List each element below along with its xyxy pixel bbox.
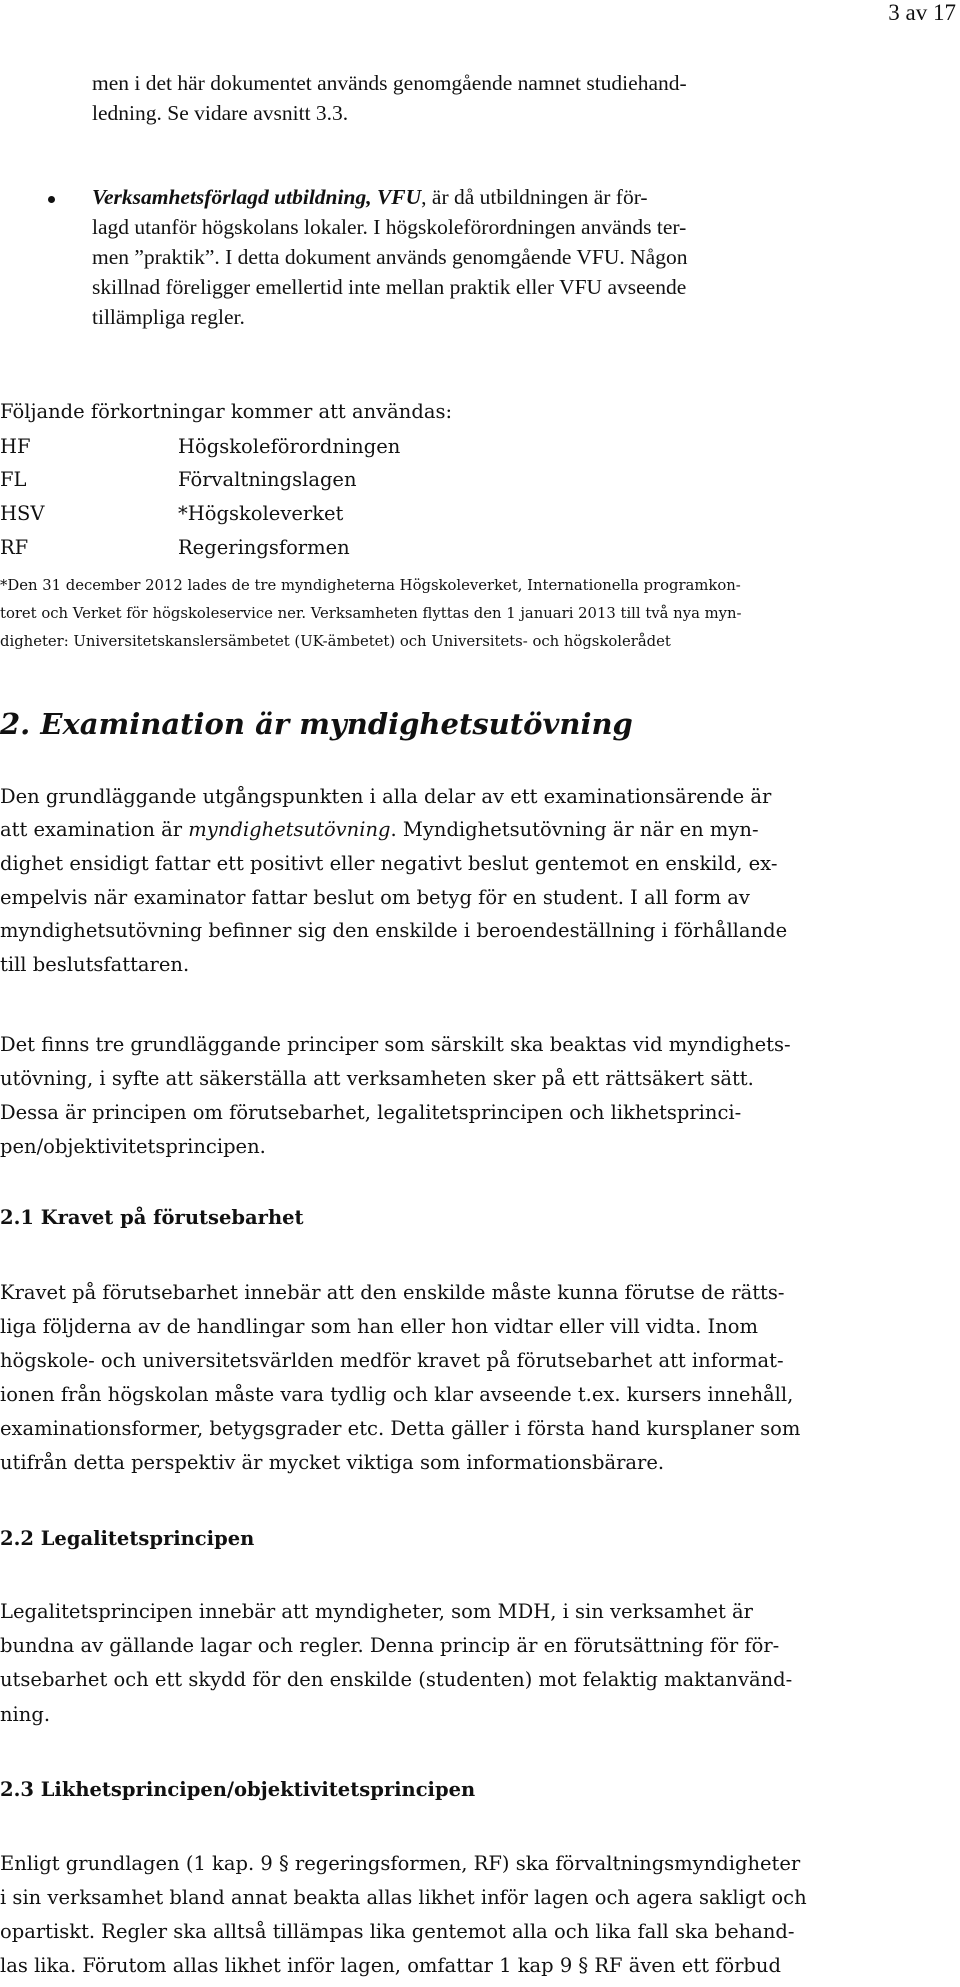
section-2-3-line: i sin verksamhet bland annat beakta allas likhet inför lagen och agera sakligt och [0, 1886, 807, 1909]
bullet-vfu-line: lagd utanför högskolans lokaler. I högskoleförordningen används ter- [92, 215, 687, 239]
page-number: 3 av 17 [888, 0, 956, 25]
bullet-vfu-line [92, 185, 648, 210]
section-2-1-line: examinationsformer, betygsgrader etc. Detta gäller i första hand kursplaner som [0, 1417, 801, 1440]
footnote-line: *Den 31 december 2012 lades de tre myndigheterna Högskoleverket, Internationella programkon- [0, 577, 741, 594]
section-2-paragraph-line: Den grundläggande utgångspunkten i alla delar av ett examinationsärende är [0, 785, 772, 808]
section-2-principles-line: pen/objektivitetsprincipen. [0, 1135, 266, 1158]
section-2-paragraph-line: dighet ensidigt fattar ett positivt eller negativt beslut gentemot en enskild, ex- [0, 852, 778, 875]
vfu-term: Verksamhetsförlagd utbildning, VFU [92, 185, 422, 209]
abbr-code: RF [0, 536, 29, 559]
abbreviations-intro: Följande förkortningar kommer att användas: [0, 400, 453, 423]
bullet-vfu-line: tillämpliga regler. [92, 305, 245, 329]
section-2-principles-line: Dessa är principen om förutsebarhet, legalitetsprincipen och likhetsprinci- [0, 1101, 742, 1124]
abbr-code: HF [0, 435, 31, 458]
footnote-line: toret och Verket för högskoleservice ner. Verksamheten flyttas den 1 januari 2013 till två nya myn- [0, 605, 742, 622]
section-2-1-line: ionen från högskolan måste vara tydlig och klar avseende t.ex. kursers innehåll, [0, 1383, 794, 1406]
section-2-paragraph-line: myndighetsutövning befinner sig den enskilde i beroendeställning i förhållande [0, 919, 788, 942]
abbr-full: Regeringsformen [178, 536, 350, 559]
section-2-heading: 2. Examination är myndighetsutövning [0, 707, 633, 741]
section-2-principles-line: Det finns tre grundläggande principer som särskilt ska beaktas vid myndighets- [0, 1033, 791, 1056]
text-run: att examination är [0, 818, 189, 841]
section-2-2-line: bundna av gällande lagar och regler. Denna princip är en förutsättning för för- [0, 1634, 780, 1657]
intro-line: men i det här dokumentet används genomgående namnet studiehand- [92, 71, 687, 95]
section-2-principles-line: utövning, i syfte att säkerställa att verksamheten sker på ett rättsäkert sätt. [0, 1067, 754, 1090]
section-2-1-line: liga följderna av de handlingar som han eller hon vidtar eller vill vidta. Inom [0, 1315, 759, 1338]
footnote-line: digheter: Universitetskanslersämbetet (UK-ämbetet) och Universitets- och högskolerådet [0, 633, 671, 650]
section-2-2-line: Legalitetsprincipen innebär att myndigheter, som MDH, i sin verksamhet är [0, 1600, 753, 1623]
section-2-1-line: utifrån detta perspektiv är mycket viktiga som informationsbärare. [0, 1451, 665, 1474]
section-2-3-line: opartiskt. Regler ska alltså tillämpas lika gentemot alla och lika fall ska behand- [0, 1920, 795, 1943]
abbr-code: HSV [0, 502, 45, 525]
section-2-paragraph-line [0, 818, 759, 841]
section-2-2-line: utsebarhet och ett skydd för den enskilde (studenten) mot felaktig maktanvänd- [0, 1668, 793, 1691]
section-2-1-line: högskole- och universitetsvärlden medför kravet på förutsebarhet att informat- [0, 1349, 784, 1372]
abbr-full: *Högskoleverket [178, 502, 344, 525]
section-2-3-line: las lika. Förutom allas likhet inför lagen, omfattar 1 kap 9 § RF även ett förbud [0, 1954, 781, 1977]
section-2-3-line: Enligt grundlagen (1 kap. 9 § regeringsformen, RF) ska förvaltningsmyndigheter [0, 1852, 801, 1875]
text-run: . Myndighetsutövning är när en myn- [390, 818, 759, 841]
bullet-vfu-line: skillnad föreligger emellertid inte mellan praktik eller VFU avseende [92, 275, 687, 299]
section-2-1-heading: 2.1 Kravet på förutsebarhet [0, 1206, 304, 1229]
section-2-2-heading: 2.2 Legalitetsprincipen [0, 1527, 255, 1550]
section-2-3-heading: 2.3 Likhetsprincipen/objektivitetsprincipen [0, 1778, 476, 1801]
abbr-full: Högskoleförordningen [178, 435, 401, 458]
section-2-2-line: ning. [0, 1703, 51, 1726]
section-2-paragraph-line: empelvis när examinator fattar beslut om betyg för en student. I all form av [0, 886, 750, 909]
emphasis-myndighetsutovning: myndighetsutövning [188, 818, 391, 841]
section-2-1-line: Kravet på förutsebarhet innebär att den enskilde måste kunna förutse de rätts- [0, 1281, 785, 1304]
bullet-vfu-line: men ”praktik”. I detta dokument används genomgående VFU. Någon [92, 245, 688, 269]
abbr-code: FL [0, 468, 27, 491]
section-2-paragraph-line: till beslutsfattaren. [0, 953, 190, 976]
intro-line: ledning. Se vidare avsnitt 3.3. [92, 101, 349, 125]
bullet-marker [48, 196, 55, 203]
vfu-line1-rest: , är då utbildningen är för- [421, 185, 648, 209]
abbr-full: Förvaltningslagen [178, 468, 357, 491]
